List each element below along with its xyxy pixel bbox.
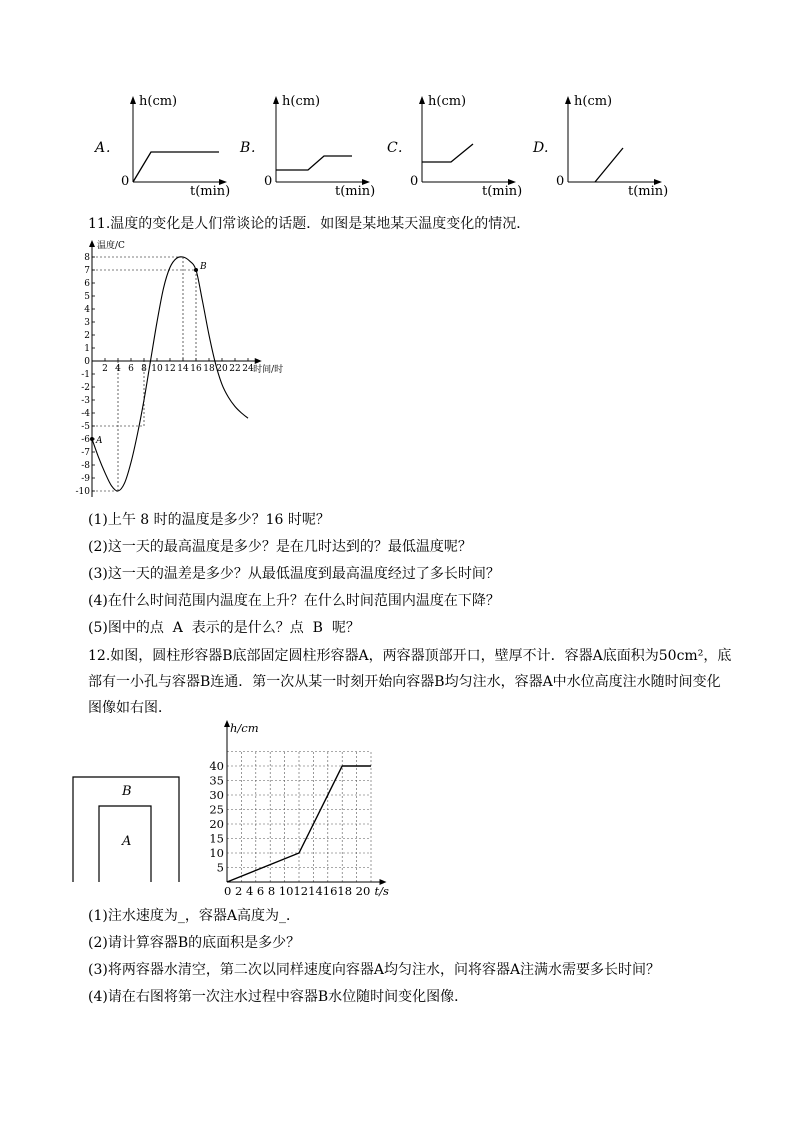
q12-intro-line-2: 部有一小孔与容器B连通．第一次从某一时刻开始向容器B均匀注水，容器A中水位高度注水随时间变化 [88, 674, 721, 690]
origin-label: 0 [556, 174, 565, 189]
q11-question-4: (4)在什么时间范围内温度在上升？在什么时间范围内温度在下降？ [88, 593, 500, 609]
y-tick-label: 4 [84, 305, 90, 315]
y-tick-label: 0 [84, 357, 90, 367]
q12-question-2: (2)请计算容器B的底面积是多少？ [88, 935, 301, 951]
y-tick-label: 7 [84, 266, 90, 276]
y-tick-label: -6 [81, 435, 90, 445]
q11-question-2: (2)这一天的最高温度是多少？是在几时达到的？最低温度呢？ [88, 539, 472, 555]
x-axis-label: t(min) [335, 184, 376, 199]
q11-question-3: (3)这一天的温差是多少？从最低温度到最高温度经过了多长时间？ [88, 566, 500, 582]
y-axis-title: 温度/C [97, 241, 125, 251]
option-letter: A [95, 140, 106, 156]
point-b [194, 268, 198, 272]
option-dot: . [251, 140, 256, 156]
y-tick-label: 40 [209, 759, 224, 773]
y-tick-label: -10 [75, 487, 90, 497]
y-tick-label: 5 [216, 860, 224, 875]
x-tick-label: 4 [115, 364, 121, 374]
x-axis-label: t(min) [190, 184, 231, 199]
water-level-chart [200, 718, 400, 898]
x-axis-arrow [255, 358, 262, 364]
y-tick-label: -7 [81, 448, 90, 458]
option-b[interactable] [240, 90, 380, 200]
option-d[interactable] [533, 90, 673, 200]
temperature-chart [75, 238, 288, 508]
y-axis-label: h(cm) [428, 94, 467, 109]
y-tick-label: -8 [81, 461, 90, 471]
y-tick-label: 3 [84, 318, 90, 328]
y-axis-title: h/cm [230, 721, 259, 735]
q11-intro: 11.温度的变化是人们常谈论的话题．如图是某地某天温度变化的情况． [88, 216, 531, 232]
x-axis-label: t(min) [482, 184, 523, 199]
origin-label: 0 [264, 174, 273, 189]
x-axis-label: t(min) [628, 184, 669, 199]
q12-question-3: (3)将两容器水清空，第二次以同样速度向容器A均匀注水，问将容器A注满水需要多长时间？ [88, 962, 661, 978]
origin-label: 0 [410, 174, 419, 189]
container-b-label: B [122, 784, 132, 799]
y-tick-label: -5 [81, 422, 90, 432]
option-dot: . [544, 140, 549, 156]
origin-label: 0 [121, 174, 130, 189]
q11-question-1: (1)上午 8 时的温度是多少？16 时呢？ [88, 512, 330, 528]
y-tick-label: 2 [84, 331, 90, 341]
q11-question-5: (5)图中的点 A 表示的是什么？点 B 呢？ [88, 620, 360, 636]
x-tick-label: 22 [229, 364, 241, 374]
y-tick-label: 1 [84, 344, 90, 354]
x-tick-label: 18 [203, 364, 215, 374]
x-tick-label: 14 [177, 364, 189, 374]
y-axis-label: h(cm) [282, 94, 321, 109]
q12-intro-line-3: 图像如右图． [88, 700, 172, 716]
y-tick-label: 30 [209, 788, 224, 802]
y-axis-label: h(cm) [574, 94, 613, 109]
q12-intro-line-1: 12.如图，圆柱形容器B底部固定圆柱形容器A，两容器顶部开口，壁厚不计．容器A底面积为50cm²，底 [88, 648, 732, 664]
y-tick-label: -2 [81, 383, 90, 393]
point-label-a: A [96, 436, 103, 446]
y-tick-label: 20 [209, 817, 224, 831]
y-tick-label: 35 [209, 773, 224, 788]
x-tick-labels: 0 2 4 6 8 1012141618 20 [224, 884, 371, 898]
y-tick-label: 15 [209, 831, 224, 846]
x-axis-title: 时间/时 [253, 365, 284, 375]
x-tick-label: 10 [151, 364, 163, 374]
option-letter: D [533, 140, 545, 156]
point-label-b: B [200, 262, 207, 272]
y-tick-label: 6 [84, 279, 90, 289]
q12-question-4: (4)请在右图将第一次注水过程中容器B水位随时间变化图像． [88, 989, 469, 1005]
container-diagram [72, 776, 180, 882]
y-tick-label: -1 [81, 370, 90, 380]
x-tick-label: 12 [164, 364, 176, 374]
container-a-label: A [122, 834, 132, 849]
y-tick-label: 5 [84, 292, 90, 302]
y-tick-label: 25 [209, 802, 224, 817]
x-tick-label: 20 [216, 364, 228, 374]
y-tick-label: -3 [81, 396, 90, 406]
x-tick-label: 24 [242, 364, 254, 374]
q12-question-1: (1)注水速度为_，容器A高度为_． [88, 908, 300, 924]
option-dot: . [398, 140, 403, 156]
x-tick-label: 8 [141, 364, 147, 374]
x-axis-title: t/s [374, 884, 389, 898]
x-tick-label: 2 [102, 364, 108, 374]
x-tick-label: 6 [128, 364, 134, 374]
point-a [90, 437, 94, 441]
option-c[interactable] [387, 90, 527, 200]
x-tick-label: 16 [190, 364, 202, 374]
y-axis-arrow [89, 240, 95, 247]
option-letter: C [387, 140, 398, 156]
y-tick-label: 10 [209, 846, 224, 860]
y-tick-label: -4 [81, 409, 90, 419]
y-tick-label: 8 [84, 253, 90, 263]
option-dot: . [106, 140, 111, 156]
y-tick-label: -9 [81, 474, 90, 484]
y-axis-label: h(cm) [139, 94, 178, 109]
option-a[interactable] [95, 90, 235, 200]
option-letter: B [240, 140, 251, 156]
